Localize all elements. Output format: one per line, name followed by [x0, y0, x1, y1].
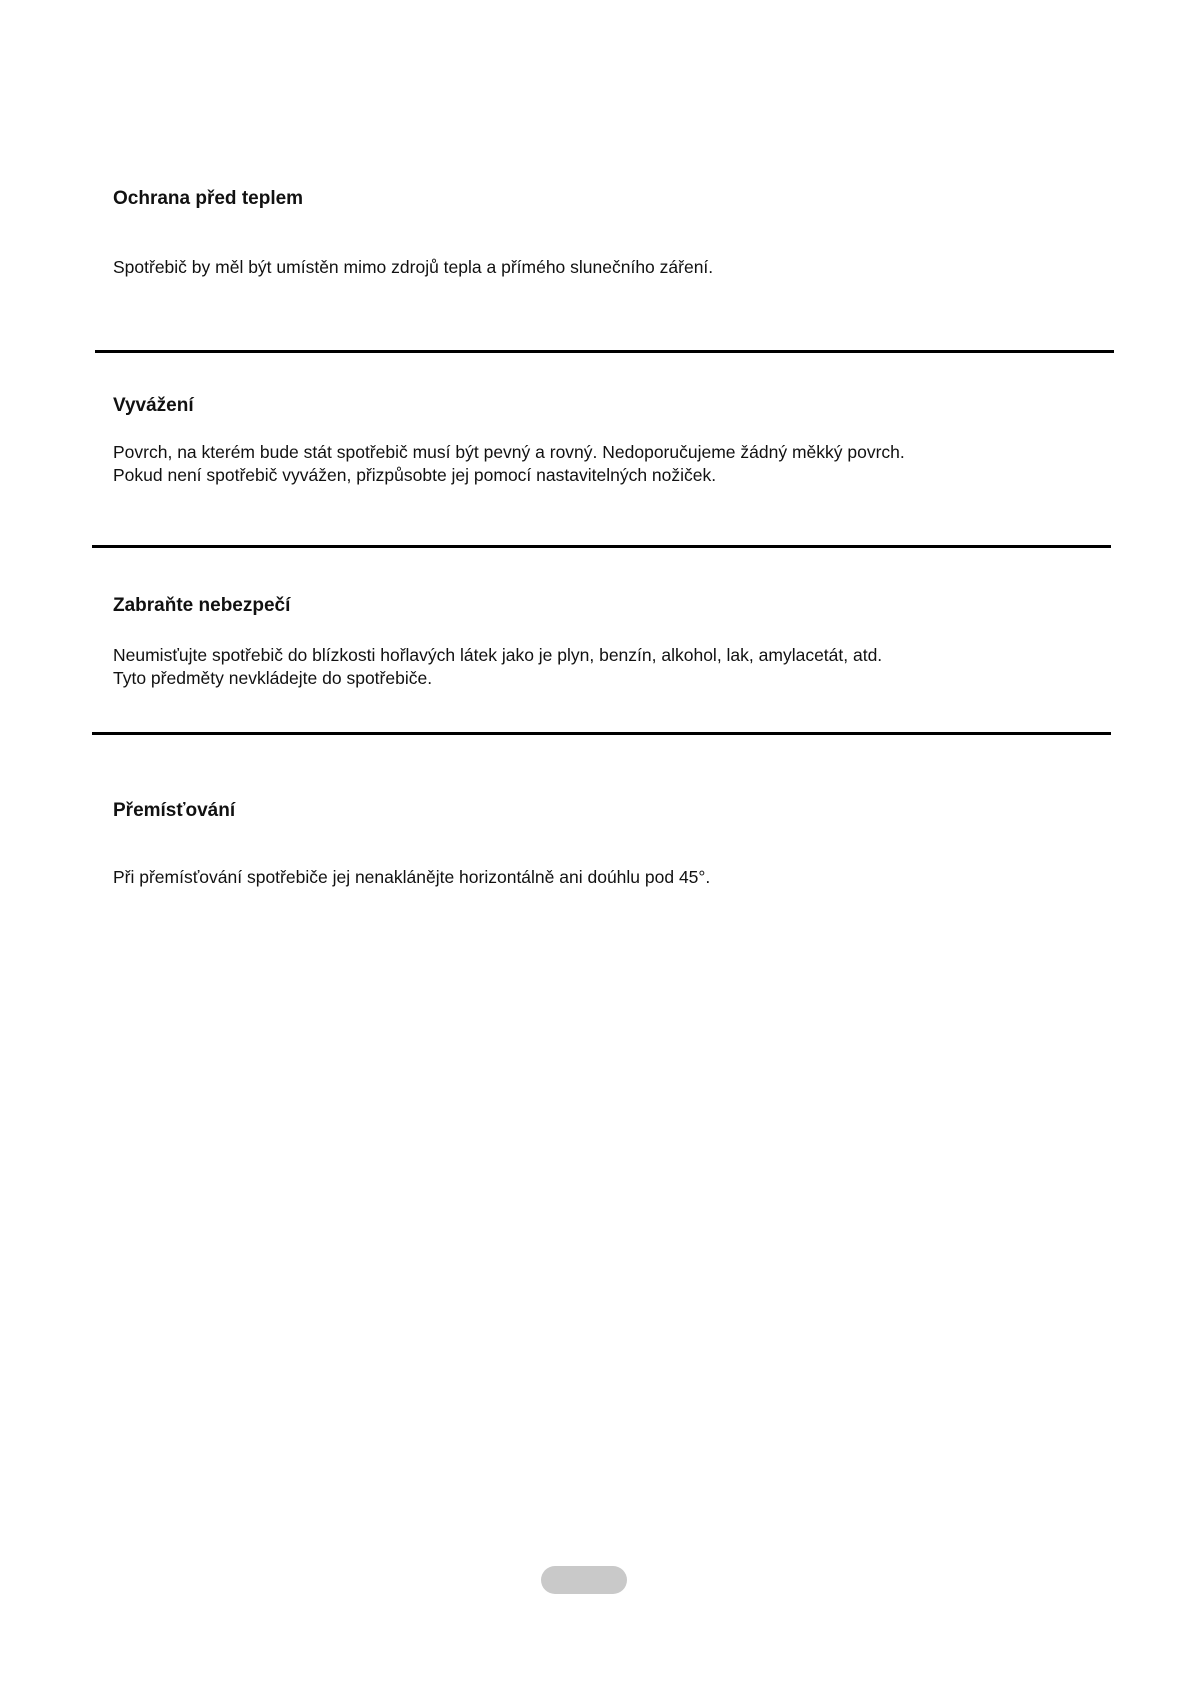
section-moving-title: Přemísťování: [113, 800, 236, 821]
text-line: Povrch, na kterém bude stát spotřebič musí být pevný a rovný. Nedoporučujeme žádný měkký povrch.: [113, 442, 905, 462]
text-line: Tyto předměty nevkládejte do spotřebiče.: [113, 668, 433, 688]
section-divider: [92, 545, 1111, 548]
text-line: Pokud není spotřebič vyvážen, přizpůsobte jej pomocí nastavitelných nožiček.: [113, 465, 717, 485]
text-line: Neumisťujte spotřebič do blízkosti hořlavých látek jako je plyn, benzín, alkohol, lak, amylacetát, atd.: [113, 645, 883, 665]
text-line: Spotřebič by měl být umístěn mimo zdrojů tepla a přímého slunečního záření.: [113, 257, 714, 277]
section-divider: [92, 732, 1111, 735]
section-heat-protection-text: [113, 256, 713, 279]
section-leveling-title: Vyvážení: [113, 395, 194, 416]
section-hazard-title: Zabraňte nebezpečí: [113, 595, 291, 616]
text-line: Při přemísťování spotřebiče jej nenaklánějte horizontálně ani doúhlu pod 45°.: [113, 867, 711, 887]
section-hazard-text: [113, 644, 882, 690]
section-moving-text: [113, 866, 710, 889]
section-leveling-text: [113, 441, 905, 487]
page-number-tab: [541, 1566, 627, 1594]
section-divider: [95, 350, 1114, 353]
section-heat-protection-title: Ochrana před teplem: [113, 188, 304, 209]
